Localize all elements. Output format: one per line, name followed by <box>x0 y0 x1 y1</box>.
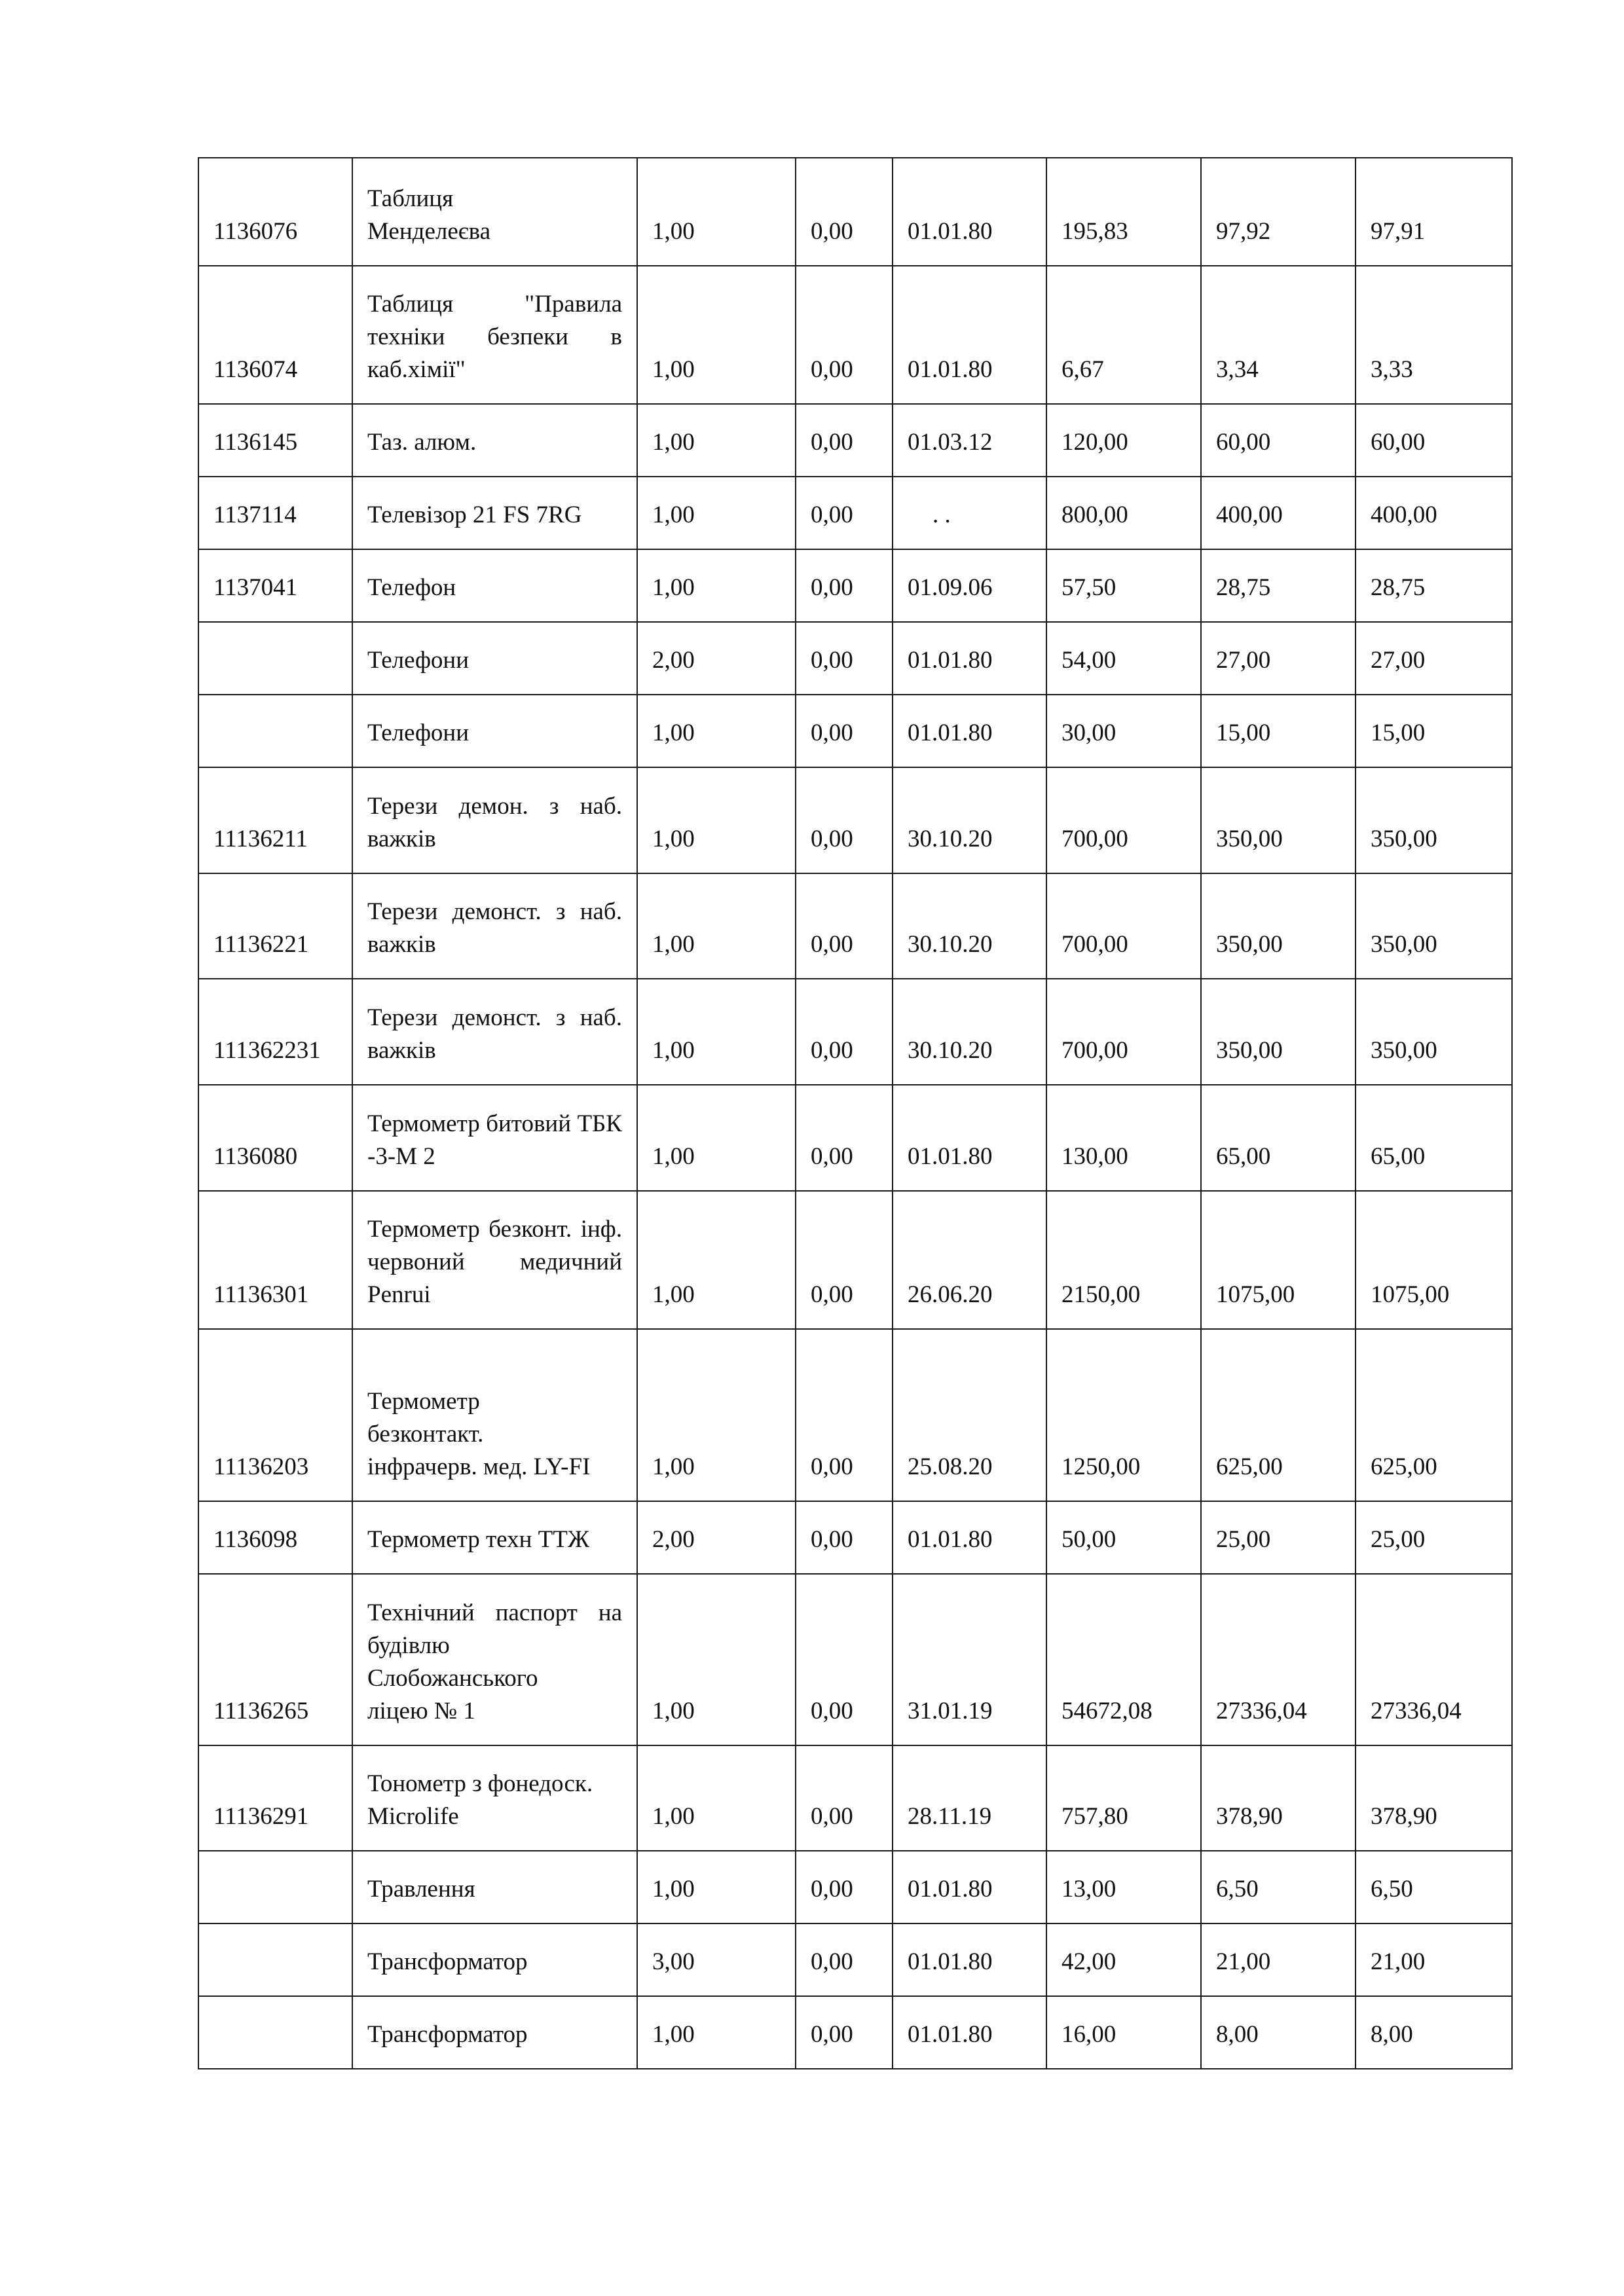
date: 26.06.20 <box>893 1191 1046 1329</box>
amount: 757,80 <box>1046 1745 1201 1851</box>
value-col4: 0,00 <box>796 404 893 477</box>
inventory-code: 11136211 <box>198 767 352 873</box>
residual: 28,75 <box>1356 549 1512 622</box>
amount: 50,00 <box>1046 1501 1201 1574</box>
inventory-code: 1136080 <box>198 1085 352 1191</box>
table-row <box>198 1329 1512 1501</box>
table-row <box>198 873 1512 979</box>
value-col4: 0,00 <box>796 695 893 767</box>
inventory-code: 11136221 <box>198 873 352 979</box>
quantity: 1,00 <box>637 477 796 549</box>
quantity: 1,00 <box>637 549 796 622</box>
date: 01.09.06 <box>893 549 1046 622</box>
quantity: 1,00 <box>637 1329 796 1501</box>
amount: 800,00 <box>1046 477 1201 549</box>
inventory-code: 1136076 <box>198 158 352 266</box>
inventory-code: 11136291 <box>198 1745 352 1851</box>
amount: 130,00 <box>1046 1085 1201 1191</box>
table-row <box>198 979 1512 1085</box>
value-col4: 0,00 <box>796 549 893 622</box>
date: 01.01.80 <box>893 1501 1046 1574</box>
inventory-code <box>198 1996 352 2069</box>
amount: 57,50 <box>1046 549 1201 622</box>
date: 01.03.12 <box>893 404 1046 477</box>
table-row <box>198 622 1512 695</box>
inventory-code: 11136265 <box>198 1574 352 1745</box>
residual: 350,00 <box>1356 873 1512 979</box>
value-col4: 0,00 <box>796 1996 893 2069</box>
date: 01.01.80 <box>893 1923 1046 1996</box>
value-col4: 0,00 <box>796 1851 893 1923</box>
quantity: 1,00 <box>637 1574 796 1745</box>
value-col4: 0,00 <box>796 1574 893 1745</box>
residual: 8,00 <box>1356 1996 1512 2069</box>
amount: 700,00 <box>1046 767 1201 873</box>
residual: 27,00 <box>1356 622 1512 695</box>
quantity: 1,00 <box>637 1085 796 1191</box>
amount: 700,00 <box>1046 873 1201 979</box>
table-row <box>198 158 1512 266</box>
item-name: Таблиця "Правила техніки безпеки в каб.хімії" <box>352 266 637 404</box>
item-name: Телефони <box>352 695 637 767</box>
date: 30.10.20 <box>893 873 1046 979</box>
item-name: Тонометр з фонедоск. Microlife <box>352 1745 637 1851</box>
residual: 21,00 <box>1356 1923 1512 1996</box>
inventory-code <box>198 1851 352 1923</box>
date: . . <box>893 477 1046 549</box>
residual: 3,33 <box>1356 266 1512 404</box>
amount: 6,67 <box>1046 266 1201 404</box>
date: 01.01.80 <box>893 266 1046 404</box>
amount: 700,00 <box>1046 979 1201 1085</box>
wear: 28,75 <box>1201 549 1356 622</box>
amount: 54,00 <box>1046 622 1201 695</box>
item-name: Термометр техн ТТЖ <box>352 1501 637 1574</box>
wear: 378,90 <box>1201 1745 1356 1851</box>
date: 30.10.20 <box>893 979 1046 1085</box>
residual: 378,90 <box>1356 1745 1512 1851</box>
table-row <box>198 266 1512 404</box>
table-row <box>198 695 1512 767</box>
item-name: Таз. алюм. <box>352 404 637 477</box>
amount: 30,00 <box>1046 695 1201 767</box>
quantity: 1,00 <box>637 695 796 767</box>
wear: 350,00 <box>1201 767 1356 873</box>
inventory-code: 1137114 <box>198 477 352 549</box>
date: 01.01.80 <box>893 1851 1046 1923</box>
value-col4: 0,00 <box>796 1329 893 1501</box>
wear: 350,00 <box>1201 873 1356 979</box>
value-col4: 0,00 <box>796 767 893 873</box>
quantity: 1,00 <box>637 1745 796 1851</box>
inventory-code: 1137041 <box>198 549 352 622</box>
item-name: Таблиця Менделеєва <box>352 158 637 266</box>
quantity: 1,00 <box>637 158 796 266</box>
inventory-code <box>198 1923 352 1996</box>
inventory-code: 11136203 <box>198 1329 352 1501</box>
amount: 42,00 <box>1046 1923 1201 1996</box>
wear: 3,34 <box>1201 266 1356 404</box>
amount: 16,00 <box>1046 1996 1201 2069</box>
table-row <box>198 1745 1512 1851</box>
item-name: Телевізор 21 FS 7RG <box>352 477 637 549</box>
value-col4: 0,00 <box>796 477 893 549</box>
table-row <box>198 767 1512 873</box>
value-col4: 0,00 <box>796 158 893 266</box>
quantity: 1,00 <box>637 1851 796 1923</box>
item-name: Технічний паспорт на будівлю Слобожанського ліцею № 1 <box>352 1574 637 1745</box>
inventory-code: 1136074 <box>198 266 352 404</box>
date: 28.11.19 <box>893 1745 1046 1851</box>
residual: 6,50 <box>1356 1851 1512 1923</box>
wear: 65,00 <box>1201 1085 1356 1191</box>
table-row <box>198 1191 1512 1329</box>
wear: 27,00 <box>1201 622 1356 695</box>
value-col4: 0,00 <box>796 1085 893 1191</box>
quantity: 1,00 <box>637 1191 796 1329</box>
residual: 400,00 <box>1356 477 1512 549</box>
amount: 120,00 <box>1046 404 1201 477</box>
residual: 1075,00 <box>1356 1191 1512 1329</box>
wear: 97,92 <box>1201 158 1356 266</box>
quantity: 2,00 <box>637 1501 796 1574</box>
residual: 27336,04 <box>1356 1574 1512 1745</box>
quantity: 1,00 <box>637 266 796 404</box>
amount: 195,83 <box>1046 158 1201 266</box>
wear: 27336,04 <box>1201 1574 1356 1745</box>
table-row <box>198 1085 1512 1191</box>
date: 01.01.80 <box>893 1085 1046 1191</box>
quantity: 1,00 <box>637 979 796 1085</box>
wear: 21,00 <box>1201 1923 1356 1996</box>
inventory-code <box>198 622 352 695</box>
date: 01.01.80 <box>893 1996 1046 2069</box>
item-name: Телефони <box>352 622 637 695</box>
wear: 400,00 <box>1201 477 1356 549</box>
item-name: Терези демон. з наб. важків <box>352 767 637 873</box>
inventory-code <box>198 695 352 767</box>
date: 01.01.80 <box>893 158 1046 266</box>
table-row <box>198 1501 1512 1574</box>
value-col4: 0,00 <box>796 1191 893 1329</box>
residual: 350,00 <box>1356 979 1512 1085</box>
table-row <box>198 1851 1512 1923</box>
item-name: Терези демонст. з наб. важків <box>352 979 637 1085</box>
amount: 1250,00 <box>1046 1329 1201 1501</box>
inventory-table <box>198 157 1513 2069</box>
value-col4: 0,00 <box>796 873 893 979</box>
table-row <box>198 549 1512 622</box>
item-name: Травлення <box>352 1851 637 1923</box>
quantity: 1,00 <box>637 873 796 979</box>
value-col4: 0,00 <box>796 266 893 404</box>
wear: 8,00 <box>1201 1996 1356 2069</box>
quantity: 1,00 <box>637 767 796 873</box>
date: 31.01.19 <box>893 1574 1046 1745</box>
wear: 25,00 <box>1201 1501 1356 1574</box>
residual: 97,91 <box>1356 158 1512 266</box>
item-name: Трансформатор <box>352 1996 637 2069</box>
table-row <box>198 1996 1512 2069</box>
value-col4: 0,00 <box>796 1745 893 1851</box>
amount: 54672,08 <box>1046 1574 1201 1745</box>
item-name: Термометр безконт. інф. червоний медичний Penrui <box>352 1191 637 1329</box>
wear: 6,50 <box>1201 1851 1356 1923</box>
residual: 625,00 <box>1356 1329 1512 1501</box>
item-name: Телефон <box>352 549 637 622</box>
wear: 1075,00 <box>1201 1191 1356 1329</box>
residual: 15,00 <box>1356 695 1512 767</box>
date: 01.01.80 <box>893 695 1046 767</box>
wear: 625,00 <box>1201 1329 1356 1501</box>
wear: 350,00 <box>1201 979 1356 1085</box>
date: 30.10.20 <box>893 767 1046 873</box>
residual: 65,00 <box>1356 1085 1512 1191</box>
quantity: 2,00 <box>637 622 796 695</box>
inventory-code: 11136301 <box>198 1191 352 1329</box>
value-col4: 0,00 <box>796 979 893 1085</box>
inventory-code: 1136145 <box>198 404 352 477</box>
residual: 350,00 <box>1356 767 1512 873</box>
amount: 2150,00 <box>1046 1191 1201 1329</box>
value-col4: 0,00 <box>796 622 893 695</box>
wear: 60,00 <box>1201 404 1356 477</box>
item-name: Трансформатор <box>352 1923 637 1996</box>
wear: 15,00 <box>1201 695 1356 767</box>
value-col4: 0,00 <box>796 1501 893 1574</box>
quantity: 1,00 <box>637 1996 796 2069</box>
table-row <box>198 477 1512 549</box>
date: 25.08.20 <box>893 1329 1046 1501</box>
item-name: Термометр безконтакт. інфрачерв. мед. LY-FI <box>352 1329 637 1501</box>
value-col4: 0,00 <box>796 1923 893 1996</box>
item-name: Терези демонст. з наб. важків <box>352 873 637 979</box>
residual: 25,00 <box>1356 1501 1512 1574</box>
item-name: Термометр битовий ТБК -3-М 2 <box>352 1085 637 1191</box>
table-row <box>198 1574 1512 1745</box>
quantity: 3,00 <box>637 1923 796 1996</box>
table-row <box>198 404 1512 477</box>
date: 01.01.80 <box>893 622 1046 695</box>
inventory-code: 1136098 <box>198 1501 352 1574</box>
amount: 13,00 <box>1046 1851 1201 1923</box>
table-row <box>198 1923 1512 1996</box>
residual: 60,00 <box>1356 404 1512 477</box>
inventory-code: 111362231 <box>198 979 352 1085</box>
quantity: 1,00 <box>637 404 796 477</box>
